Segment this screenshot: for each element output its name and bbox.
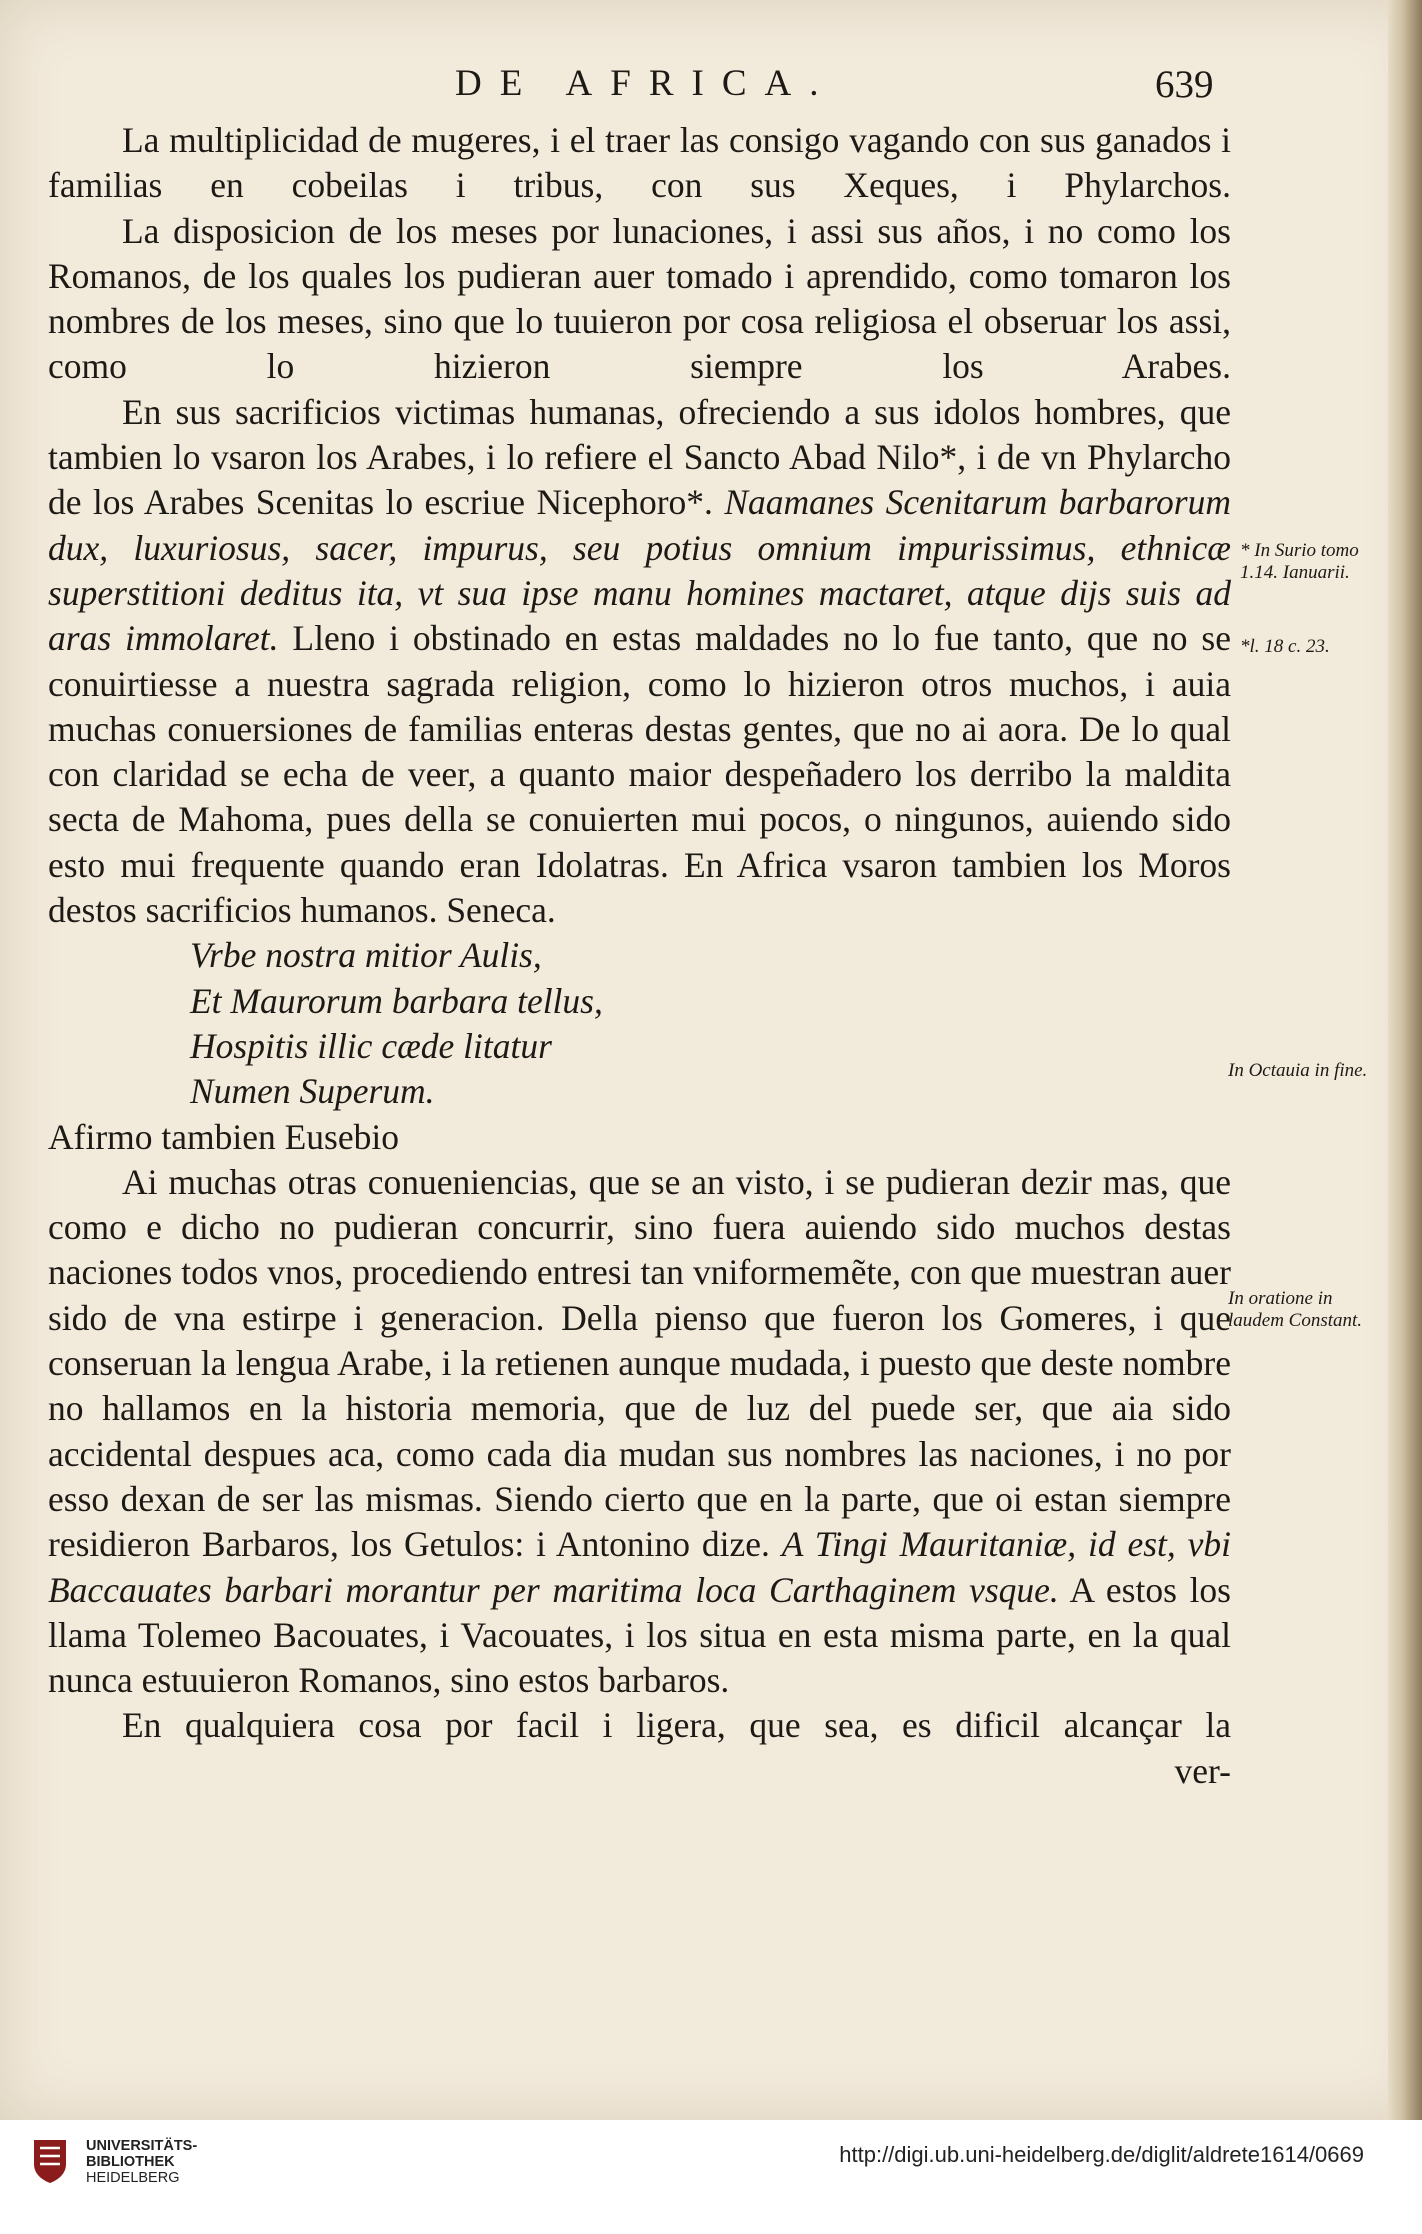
university-seal-icon [30, 2138, 70, 2184]
page-gutter-edge [1388, 0, 1422, 2120]
paragraph-4 [48, 1160, 1231, 1704]
paragraph-4-continuation: A estos los llama Tolemeo Bacouates, i Vacouates, i los situa en esta misma parte, en la qual nunca estuuieron Romanos, sino estos barbaros. [48, 1569, 1232, 1701]
footer-bar [0, 2120, 1422, 2234]
catchword: ver- [1174, 1750, 1231, 1791]
paragraph-3-continuation: Lleno i obstinado en estas maldades no lo fue tanto, que no se conuirtiesse a nuestra sagrada religion, como lo hizieron otros muchos, i auia muchas conuersiones de familias enteras destas gentes, que no ai aora. De lo qual con claridad se echa de veer, a quanto maior despeñadero los derribo la maldita secta de Mahoma, pues della se conuierten mui pocos, o ningunos, auiendo sido esto mui frequente quando eran Idolatras. En Africa vsaron tambien los Moros destos sacrificios humanos. Seneca. [48, 618, 1231, 931]
marginal-note-surio: * In Surio tomo 1.14. Ianuarii. [1240, 540, 1359, 583]
seneca-verse [48, 933, 1231, 1114]
library-name-line: BIBLIOTHEK [86, 2154, 175, 2170]
library-name-line: HEIDELBERG [86, 2170, 180, 2186]
latin-quotation-nicephoro: Naamanes Scenitarum barbarorum dux, luxuriosus, sacer, impurus, seu potius omnium impurissimus, ethnicæ superstitioni deditus ita, vt sua ipse manu homines mactaret, atque dijs suis ad aras immolaret. [48, 482, 1232, 659]
latin-quotation-antonino: A Tingi Mauritaniæ, id est, vbi Baccauates barbari morantur per maritima loca Carthaginem vsque. [48, 1524, 1232, 1610]
marginal-note-oratione: In oratione in laudem Constant. [1228, 1288, 1363, 1331]
paragraph-1: La multiplicidad de mugeres, i el traer las consigo vagando con sus ganados i familias en cobeilas i tribus, con sus Xeques, i Phylarchos. [48, 120, 1231, 206]
library-name-line: UNIVERSITÄTS- [86, 2138, 198, 2154]
marginal-note-octauia: In Octauia in fine. [1228, 1060, 1368, 1081]
paragraph-3 [48, 390, 1231, 934]
main-text [48, 118, 1231, 1794]
library-name [86, 2138, 197, 2186]
paragraph-2: La disposicion de los meses por lunaciones, i assi sus años, i no como los Romanos, de los quales los pudieran auer tomado i aprendido, como tomaron los nombres de los meses, sino que lo tuuieron por cosa religiosa el obseruar los assi, como lo hizieron siempre los Arabes. [48, 210, 1231, 387]
paragraph-3-text: En sus sacrificios victimas humanas, ofreciendo a sus idolos hombres, que tambien lo vsaron los Arabes, i lo refiere el Sancto Abad Nilo*, i de vn Phylarcho de los Arabes Scenitas lo escriue Nicephoro*. [48, 391, 1231, 523]
afirmo-line: Afirmo tambien Eusebio [48, 1116, 399, 1157]
running-header [0, 62, 1422, 122]
page-number: 639 [1155, 63, 1214, 106]
verse-line: Numen Superum. [190, 1071, 435, 1112]
running-title: DE AFRICA. [455, 63, 837, 104]
paragraph-5: En qualquiera cosa por facil i ligera, que sea, es dificil alcançar la [122, 1705, 1231, 1746]
marginal-note-book: *l. 18 c. 23. [1240, 636, 1330, 657]
verse-line: Et Maurorum barbara tellus, [190, 980, 603, 1021]
verse-line: Hospitis illic cæde litatur [190, 1025, 552, 1066]
verse-line: Vrbe nostra mitior Aulis, [190, 935, 542, 976]
source-url-link[interactable]: http://digi.ub.uni-heidelberg.de/diglit/aldrete1614/0669 [839, 2142, 1364, 2167]
paragraph-4-text: Ai muchas otras conueniencias, que se an visto, i se pudieran dezir mas, que como e dicho no pudieran concurrir, sino fuera auiendo sido muchos destas naciones todos vnos, procediendo entresi tan vniformemẽte, con que muestran auer sido de vna estirpe i generacion. Della pienso que fueron los Gomeres, i que conseruan la lengua Arabe, i la retienen aunque mudada, i puesto que deste nombre no hallamos en la historia memoria, que de luz del puede ser, que aia sido accidental despues aca, como cada dia mudan sus nombres las naciones, i no por esso dexan de ser las mismas. Siendo cierto que en la parte, que oi estan siempre residieron Barbaros, los Getulos: i Antonino dize. [48, 1161, 1231, 1565]
